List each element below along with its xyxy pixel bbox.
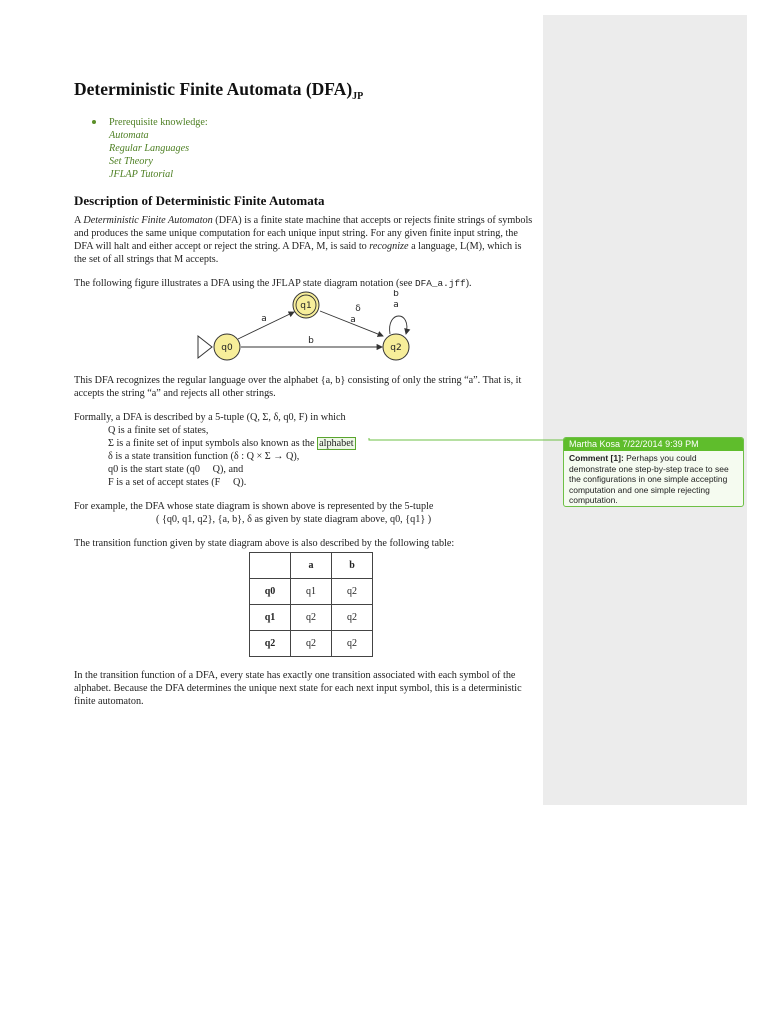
table-cell: q2	[332, 579, 373, 605]
state-label-q2: q2	[390, 343, 402, 353]
title-suffix: JP	[352, 91, 364, 102]
paragraph-figure-intro: The following figure illustrates a DFA using the JFLAP state diagram notation (see DFA_a.jff).	[74, 278, 472, 289]
formal-definition	[74, 411, 534, 489]
table-header-cell	[250, 553, 291, 579]
link-jflap-tutorial[interactable]: JFLAP Tutorial	[109, 169, 174, 180]
formal-intro: Formally, a DFA is described by a 5-tuple (Q, Σ, δ, q0, F) in which	[74, 412, 346, 423]
table-cell: q1	[291, 579, 332, 605]
paragraph-language: This DFA recognizes the regular language over the alphabet {a, b} consisting of only the string “a”. That is, it accepts the string “a” and rejects all other strings.	[74, 375, 522, 399]
table-cell: q2	[250, 631, 291, 657]
label-q0-q1: a	[261, 314, 267, 324]
table-cell: q2	[332, 605, 373, 631]
commented-text-alphabet[interactable]: alphabet	[319, 438, 354, 449]
formal-item-q: Q is a finite set of states,	[108, 425, 209, 436]
dfa-state-diagram	[74, 290, 534, 368]
comment-header: Martha Kosa 7/22/2014 9:39 PM	[564, 438, 743, 451]
table-cell: q0	[250, 579, 291, 605]
table-cell: q1	[250, 605, 291, 631]
table-cell: q2	[291, 605, 332, 631]
table-cell: q2	[291, 631, 332, 657]
prerequisite-label: Prerequisite knowledge:	[109, 117, 208, 128]
review-comment[interactable]	[563, 437, 744, 507]
paragraph-determinism: In the transition function of a DFA, every state has exactly one transition associated with each symbol of the alphabet. Because the DFA determines the unique next state for each next input symbol, this is a deterministic finite automaton.	[74, 670, 522, 707]
table-header-cell: a	[291, 553, 332, 579]
formal-item-q0: q0 is the start state (q0 Q), and	[108, 464, 244, 475]
table-intro: The transition function given by state diagram above is also described by the following table:	[74, 538, 455, 549]
table-row	[250, 605, 373, 631]
comment-margin-pane	[543, 15, 747, 805]
table-header-cell: b	[332, 553, 373, 579]
link-regular-languages[interactable]: Regular Languages	[109, 143, 190, 154]
comment-text: Perhaps you could demonstrate one step-by-step trace to see the configurations in one simple accepting computation and one simple rejecting computation.	[569, 453, 729, 505]
label-loop-top: b	[393, 290, 399, 299]
start-arrow	[198, 336, 212, 358]
link-set-theory[interactable]: Set Theory	[109, 156, 153, 167]
comment-body	[564, 451, 743, 508]
section-heading: Description of Deterministic Finite Automata	[74, 193, 325, 208]
label-q0-q2: b	[308, 336, 314, 346]
paragraph-definition: A Deterministic Finite Automaton (DFA) is a finite state machine that accepts or rejects finite strings of symbols and produces the same unique computation for each unique input string. For any given finite input string, the DFA will halt and either accept or reject the string. A DFA, M, is said to recognize a language, L(M), which is the set of all strings that M accepts.	[74, 215, 533, 265]
transition-table	[249, 552, 373, 657]
prerequisite-list	[74, 116, 534, 181]
table-row	[250, 579, 373, 605]
table-cell: q2	[332, 631, 373, 657]
loop-q2	[390, 316, 407, 334]
formal-item-f: F is a set of accept states (F Q).	[108, 477, 247, 488]
label-q1-q2-top: δ	[355, 304, 361, 314]
example-tuple: ( {q0, q1, q2}, {a, b}, δ as given by state diagram above, q0, {q1} )	[156, 514, 432, 525]
formal-item-delta: δ is a state transition function (δ : Q × Σ → Q),	[108, 451, 300, 462]
state-label-q0: q0	[221, 343, 233, 353]
example-block	[74, 500, 534, 526]
prerequisite-item	[88, 116, 534, 181]
table-header-row	[250, 553, 373, 579]
link-automata[interactable]: Automata	[109, 130, 149, 141]
page-title: Deterministic Finite Automata $(DFA)_{JP}$	[74, 79, 364, 102]
comment-label: Comment [1]:	[569, 453, 624, 463]
table-row	[250, 631, 373, 657]
example-intro: For example, the DFA whose state diagram is shown above is represented by the 5-tuple	[74, 501, 434, 512]
label-loop-bottom: a	[393, 300, 399, 310]
formal-item-sigma: Σ is a finite set of input symbols also known as the alphabet	[108, 438, 354, 449]
document-content	[74, 78, 534, 719]
label-q1-q2-bottom: a	[350, 315, 356, 325]
file-name: DFA_a.jff	[414, 278, 466, 289]
state-label-q1: q1	[300, 301, 312, 311]
